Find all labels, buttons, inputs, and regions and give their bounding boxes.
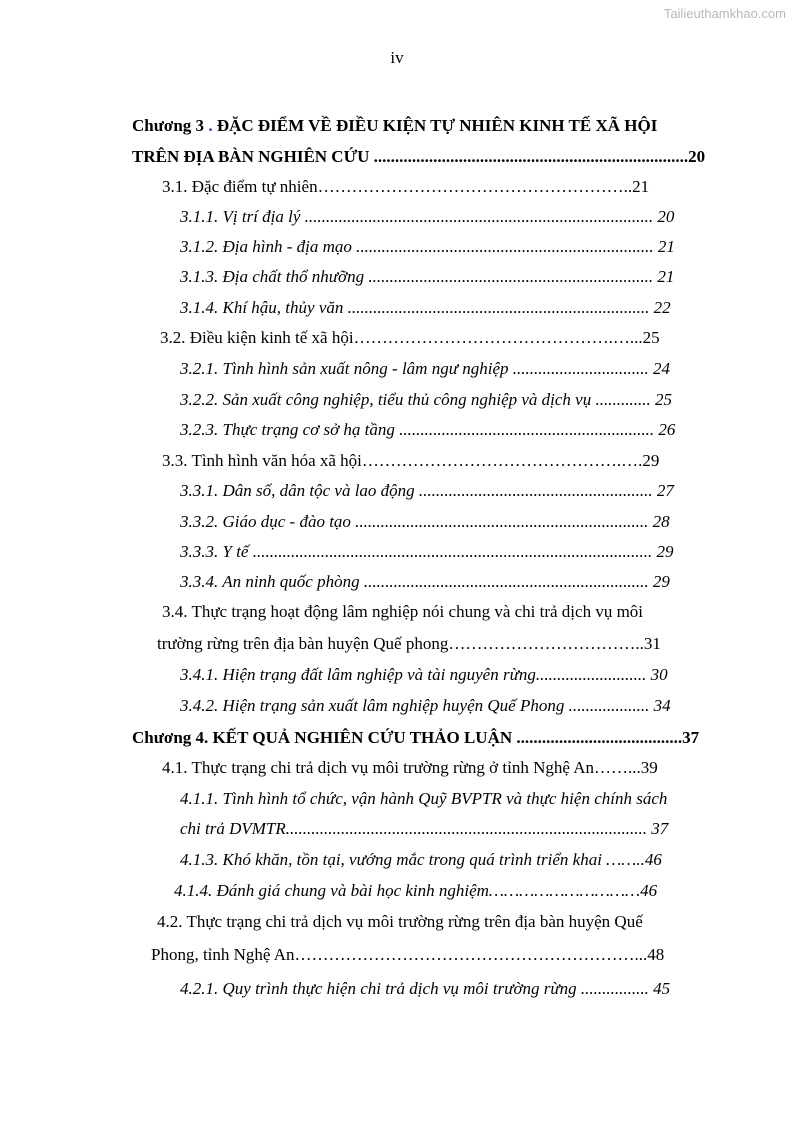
chapter-3-dot: . — [208, 116, 213, 135]
page-number: iv — [390, 48, 404, 67]
toc-section-4-2[interactable]: 4.2. Thực trạng chi trả dịch vụ môi trường rừng trên địa bàn huyện Quế — [157, 912, 643, 931]
toc-subsection-3-2-3[interactable]: 3.2.3. Thực trạng cơ sở hạ tầng ............................................................ 26 — [180, 420, 676, 439]
toc-subsection-3-4-2[interactable]: 3.4.2. Hiện trạng sản xuất lâm nghiệp huyện Quế Phong ................... 34 — [180, 696, 671, 715]
toc-section-3-3[interactable]: 3.3. Tình hình văn hóa xã hội……………………………………….….29 — [162, 451, 660, 470]
toc-subsection-4-1-4[interactable]: 4.1.4. Đánh giá chung và bài học kinh nghiệm…………………………46 — [174, 881, 658, 900]
toc-subsection-3-2-2[interactable]: 3.2.2. Sản xuất công nghiệp, tiểu thủ công nghiệp và dịch vụ ............. 25 — [180, 390, 672, 409]
toc-subsection-3-4-1[interactable]: 3.4.1. Hiện trạng đất lâm nghiệp và tài nguyên rừng.......................... 30 — [180, 665, 668, 684]
toc-section-3-2[interactable]: 3.2. Điều kiện kinh tế xã hội……………………………………….…...25 — [160, 328, 660, 347]
toc-section-3-4-cont[interactable]: trường rừng trên địa bàn huyện Quế phong……………………………..31 — [157, 634, 661, 653]
toc-subsection-3-1-3[interactable]: 3.1.3. Địa chất thổ nhưỡng ................................................................... 21 — [180, 267, 675, 286]
toc-section-3-4[interactable]: 3.4. Thực trạng hoạt động lâm nghiệp nói chung và chi trả dịch vụ môi — [162, 602, 644, 621]
toc-subsection-3-2-1[interactable]: 3.2.1. Tình hình sản xuất nông - lâm ngư nghiệp ................................ 24 — [180, 359, 670, 378]
toc-subsection-4-1-1[interactable]: 4.1.1. Tình hình tổ chức, vận hành Quỹ BVPTR và thực hiện chính sách — [180, 789, 668, 808]
toc-section-3-1[interactable]: 3.1. Đặc điểm tự nhiên………………………………………………..21 — [162, 177, 650, 196]
toc-subsection-3-1-4[interactable]: 3.1.4. Khí hậu, thủy văn ....................................................................... 22 — [180, 298, 671, 317]
chapter-3-title: ĐẶC ĐIỂM VỀ ĐIỀU KIỆN TỰ NHIÊN KINH TẾ XÃ HỘI — [216, 116, 658, 135]
toc-subsection-3-3-4[interactable]: 3.3.4. An ninh quốc phòng ................................................................... 29 — [180, 572, 670, 591]
toc-subsection-3-3-2[interactable]: 3.3.2. Giáo dục - đào tạo ..................................................................... 28 — [180, 512, 670, 531]
toc-subsection-3-1-1[interactable]: 3.1.1. Vị trí địa lý .................................................................................. 20 — [180, 207, 675, 226]
toc-chapter-3-heading[interactable] — [132, 115, 657, 137]
toc-chapter-4-heading[interactable]: Chương 4. KẾT QUẢ NGHIÊN CỨU THẢO LUẬN .......................................37 — [132, 728, 700, 747]
watermark-text: Tailieuthamkhao.com — [663, 6, 786, 21]
toc-chapter-3-title-cont[interactable]: TRÊN ĐỊA BÀN NGHIÊN CỨU ..........................................................................20 — [132, 147, 706, 166]
toc-subsection-4-1-3[interactable]: 4.1.3. Khó khăn, tồn tại, vướng mắc trong quá trình triển khai ……..46 — [180, 850, 662, 869]
toc-subsection-3-3-1[interactable]: 3.3.1. Dân số, dân tộc và lao động ....................................................... 27 — [180, 481, 674, 500]
toc-section-4-1[interactable]: 4.1. Thực trạng chi trả dịch vụ môi trường rừng ở tỉnh Nghệ An……...39 — [162, 758, 658, 777]
toc-subsection-3-3-3[interactable]: 3.3.3. Y tế .............................................................................................. 29 — [180, 542, 674, 561]
chapter-3-prefix: Chương 3 — [132, 116, 205, 135]
toc-subsection-4-2-1[interactable]: 4.2.1. Quy trình thực hiện chi trả dịch vụ môi trường rừng ................ 45 — [180, 979, 671, 998]
toc-subsection-3-1-2[interactable]: 3.1.2. Địa hình - địa mạo ...................................................................... 21 — [180, 237, 675, 256]
toc-section-4-2-cont[interactable]: Phong, tỉnh Nghệ An……………………………………………………...48 — [151, 945, 665, 964]
toc-subsection-4-1-1-cont[interactable]: chi trả DVMTR..................................................................................... 37 — [180, 819, 669, 838]
